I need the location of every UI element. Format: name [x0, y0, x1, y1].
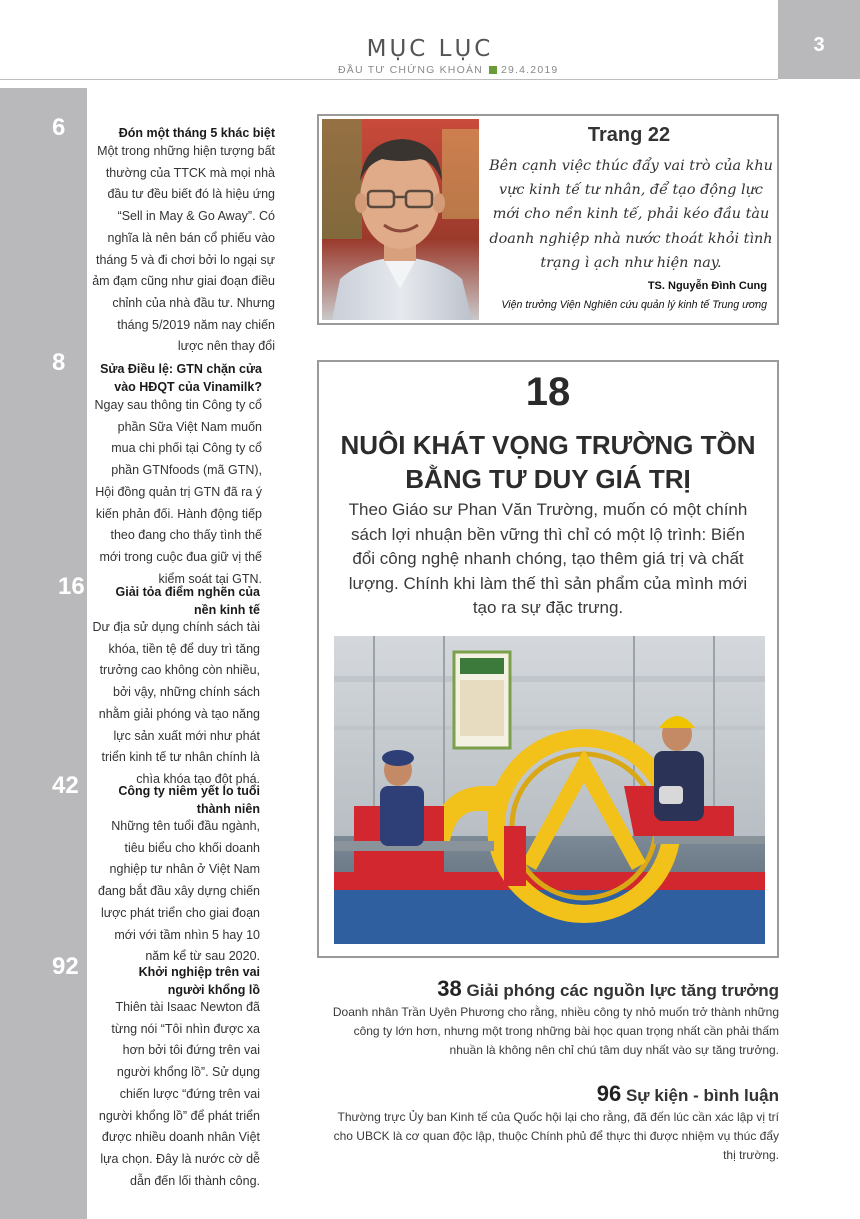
- toc-entry-title[interactable]: Công ty niêm yết lo tuổi thành niên: [118, 784, 260, 816]
- author-portrait: [322, 119, 479, 320]
- factory-workers-photo: [334, 636, 765, 944]
- feature-title[interactable]: [319, 428, 777, 496]
- feature-story-box[interactable]: [317, 360, 779, 958]
- toc-entry-summary: Dư địa sử dụng chính sách tài khóa, tiền tệ để duy trì tăng trưởng cao không còn nhiều, bởi vậy, những chính sách nhằm giải phóng và tạo năng lực sản xuất mới như phát triển kinh tế tư nhân chính là chìa khóa tạo đột phá.: [92, 620, 260, 786]
- magazine-section-title: MỤC LỤC: [366, 36, 494, 62]
- toc-page-number: 42: [52, 772, 79, 799]
- page-number: 3: [813, 34, 825, 56]
- quote-author: TS. Nguyễn Đình Cung: [647, 280, 767, 292]
- toc-entry-title[interactable]: Giải tỏa điểm nghẽn của nền kinh tế: [115, 585, 260, 617]
- toc-page-number: 16: [58, 573, 85, 600]
- toc-page-number: 6: [52, 114, 66, 141]
- toc-entry-title[interactable]: Đón một tháng 5 khác biệt: [118, 126, 275, 140]
- article-title-96[interactable]: [597, 1081, 779, 1107]
- toc-entry-title[interactable]: Khởi nghiệp trên vai người khổng lồ: [138, 965, 260, 997]
- separator-square-icon: [489, 66, 497, 74]
- feature-title-line-2: [319, 462, 777, 496]
- article-title-text: Giải phóng các nguồn lực tăng trưởng: [466, 981, 779, 1000]
- feature-title-line-1: NUÔI KHÁT VỌNG TRƯỜNG TỒN: [340, 430, 756, 460]
- toc-entry-summary: Thiên tài Isaac Newton đã từng nói “Tôi nhìn được xa hơn bởi tôi đứng trên vai người khổng lồ”. Sử dụng chiến lược “đứng trên vai người khổng lồ” để phát triển được nhiều doanh nhân Việt lựa chọn. Đây là nước cờ dễ dẫn đến lối thành công.: [98, 1000, 260, 1188]
- toc-entry-title[interactable]: Sửa Điều lệ: GTN chặn cửa vào HĐQT của Vinamilk?: [100, 362, 262, 394]
- toc-entry-summary: Một trong những hiện tượng bất thường của TTCK mà mọi nhà đầu tư đều biết đó là hiệu ứng “Sell in May & Go Away”. Có nghĩa là nên bán cổ phiếu vào tháng 5 và đi chơi bởi lo ngại sự ảm đạm cũng như giai đoạn điều chỉnh của nhà đầu tư. Nhưng tháng 5/2019 năm nay chiến lược nên thay đổi: [92, 144, 275, 354]
- article-title-text: Sự kiện - bình luận: [625, 1086, 779, 1105]
- quote-text: Bên cạnh việc thúc đẩy vai trò của khu vực kinh tế tư nhân, để tạo động lực mới cho nền kinh tế, phải kéo đầu tàu doanh nghiệp nhà nước thoát khỏi tình trạng ì ạch như hiện nay.: [489, 158, 773, 271]
- publication-name: ĐẦU TƯ CHỨNG KHOÁN: [338, 64, 483, 76]
- article-page-number: 38: [437, 976, 462, 1001]
- page-number-tab: [778, 0, 860, 79]
- quote-box: [317, 114, 779, 325]
- article-summary-96: Thường trực Ủy ban Kinh tế của Quốc hội lại cho rằng, đã đến lúc cần xác lập vị trí cho UBCK là cơ quan độc lập, thuộc Chính phủ để thực thi được nhiệm vụ thúc đẩy thị trường.: [333, 1110, 779, 1162]
- issue-date: 29.4.2019: [500, 64, 559, 76]
- header-divider: [0, 79, 778, 80]
- publication-line: [338, 64, 558, 76]
- toc-entry-summary: Ngay sau thông tin Công ty cổ phần Sữa Việt Nam muốn mua chi phối tại Công ty cổ phần GTNfoods (mã GTN), Hội đồng quản trị GTN đã ra ý kiến phản đối. Hành động tiếp theo đang cho thấy tình thế mới trong cuộc đua giữ vị thế kiểm soát tại GTN.: [94, 398, 262, 586]
- quote-page-reference[interactable]: Trang 22: [587, 124, 671, 146]
- toc-page-number: 92: [52, 953, 79, 980]
- toc-page-number: 8: [52, 349, 66, 376]
- article-page-number: 96: [596, 1081, 622, 1106]
- sidebar-grey-column: [0, 88, 87, 1219]
- feature-page-number: 18: [525, 370, 571, 414]
- article-title-38[interactable]: [437, 976, 779, 1002]
- feature-title-line-2-text: BẰNG TƯ DUY GIÁ TRỊ: [405, 464, 691, 494]
- quote-author-role: Viện trưởng Viện Nghiên cứu quản lý kinh tế Trung ương: [501, 299, 767, 311]
- toc-entry-summary: Những tên tuổi đầu ngành, tiêu biểu cho khối doanh nghiệp tư nhân ở Việt Nam đang bắt đầu xây dựng chiến lược phát triển cho giai đoạn mới với tầm nhìn 5 hay 10 năm kể từ sau 2020.: [98, 819, 260, 964]
- article-summary-38: Doanh nhân Trần Uyên Phương cho rằng, nhiều công ty nhỏ muốn trở thành những công ty lớn hơn, nhưng một trong những bài học quan trọng nhất cần phải thấm nhuần là không nên chỉ chú tâm duy nhất vào sự tăng trưởng.: [332, 1005, 779, 1057]
- feature-lead: Theo Giáo sư Phan Văn Trường, muốn có một chính sách lợi nhuận bền vững thì chỉ có một lộ trình: Biến đổi công nghệ nhanh chóng, tạo thêm giá trị và chất lượng. Chính khi làm thế thì sản phẩm của mình mới tạo ra sự đặc trưng.: [348, 500, 748, 618]
